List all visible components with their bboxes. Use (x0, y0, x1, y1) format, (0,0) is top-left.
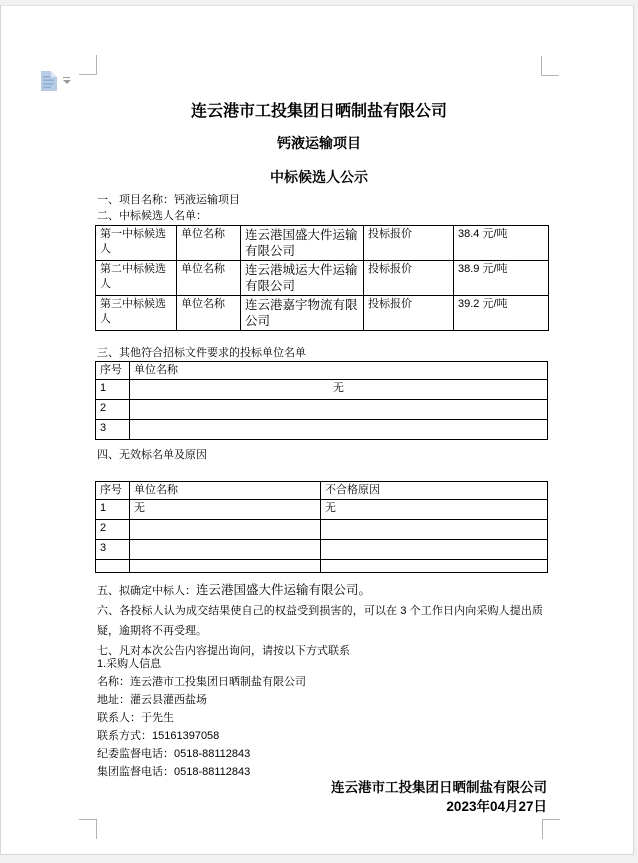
section-awarded-bidder (97, 580, 543, 601)
contact-line-name: 名称：连云港市工投集团日晒制盐有限公司 (97, 676, 306, 688)
candidate-rank: 第三中标候选人 (96, 296, 177, 331)
unit-name: 无 (130, 500, 321, 520)
unit-name (130, 400, 548, 420)
document-icon (40, 70, 58, 92)
row-no (96, 560, 130, 573)
table-header-row (96, 482, 548, 500)
candidate-rank: 第二中标候选人 (96, 261, 177, 296)
row-no: 3 (96, 540, 130, 560)
title-company: 连云港市工投集团日晒制盐有限公司 (190, 103, 447, 120)
section-inquiry-contact: 七、凡对本次公告内容提出询问，请按以下方式联系 (97, 645, 350, 657)
price-label: 投标报价 (364, 226, 454, 261)
contact-line-address: 地址：灌云县灌西盐场 (97, 694, 207, 706)
section-objection-rule: 六、各投标人认为成交结果使自己的权益受到损害的，可以在 3 个工作日内向采购人提出质疑，逾期将不再受理。 (97, 605, 543, 637)
bid-price: 39.2 元/吨 (454, 296, 549, 331)
unit-name (130, 520, 321, 540)
unit-name: 连云港嘉宇物流有限公司 (241, 296, 364, 331)
awarded-bidder-label: 五、拟确定中标人： (97, 585, 196, 597)
reject-reason (321, 520, 548, 540)
row-no: 2 (96, 520, 130, 540)
unit-label: 单位名称 (177, 261, 241, 296)
section-invalid-bids-heading: 四、无效标名单及原因 (97, 449, 207, 461)
purchaser-info (97, 655, 543, 781)
candidate-rank: 第一中标候选人 (96, 226, 177, 261)
footer-signature (97, 778, 547, 816)
section-1-2 (97, 192, 547, 224)
col-header-unit: 单位名称 (130, 362, 548, 380)
unit-name (130, 420, 548, 440)
margin-mark-bottom-left (79, 819, 97, 839)
table-row (96, 226, 549, 261)
section-project-name: 一、项目名称：钙液运输项目 (97, 194, 240, 206)
margin-mark-bottom-right (542, 819, 560, 839)
reject-reason (321, 540, 548, 560)
title-notice: 中标候选人公示 (270, 169, 368, 185)
row-no: 2 (96, 400, 130, 420)
col-header-no: 序号 (96, 482, 130, 500)
unit-label: 单位名称 (177, 296, 241, 331)
unit-name: 连云港城运大件运输有限公司 (241, 261, 364, 296)
section-other-bidders-heading: 三、其他符合招标文件要求的投标单位名单 (97, 347, 306, 359)
table-row (96, 400, 548, 420)
paste-options-icon[interactable] (40, 70, 58, 92)
table-row (96, 500, 548, 520)
caret-triangle (63, 80, 71, 84)
table-row (96, 261, 549, 296)
other-bidders-table (95, 361, 548, 440)
table-header-row (96, 362, 548, 380)
unit-name: 无 (130, 380, 548, 400)
margin-mark-top-left (79, 55, 97, 75)
footer-company: 连云港市工投集团日晒制盐有限公司 (331, 780, 547, 795)
section-5-6-7 (97, 580, 543, 661)
candidates-table (95, 225, 549, 331)
invalid-bids-table (95, 481, 548, 573)
title-project: 钙液运输项目 (277, 135, 361, 151)
section-candidate-list-heading: 二、中标候选人名单： (97, 210, 207, 222)
contact-line-discipline-phone: 纪委监督电话：0518-88112843 (97, 748, 251, 760)
unit-name (130, 560, 321, 573)
contact-line-person: 联系人：于先生 (97, 712, 174, 724)
contact-line-phone: 联系方式：15161397058 (97, 730, 220, 742)
unit-name (130, 540, 321, 560)
col-header-no: 序号 (96, 362, 130, 380)
table-row (96, 540, 548, 560)
price-label: 投标报价 (364, 261, 454, 296)
bid-price: 38.4 元/吨 (454, 226, 549, 261)
table-row (96, 296, 549, 331)
col-header-reason: 不合格原因 (321, 482, 548, 500)
row-no: 1 (96, 380, 130, 400)
reject-reason: 无 (321, 500, 548, 520)
caret-bar (63, 77, 70, 78)
row-no: 1 (96, 500, 130, 520)
row-no: 3 (96, 420, 130, 440)
table-row (96, 420, 548, 440)
col-header-unit: 单位名称 (130, 482, 321, 500)
price-label: 投标报价 (364, 296, 454, 331)
contact-line-group-phone: 集团监督电话：0518-88112843 (97, 766, 251, 778)
dropdown-caret-icon[interactable] (62, 77, 71, 84)
reject-reason (321, 560, 548, 573)
awarded-bidder-name: 连云港国盛大件运输有限公司。 (196, 583, 372, 597)
bid-price: 38.9 元/吨 (454, 261, 549, 296)
footer-date: 2023年04月27日 (446, 799, 547, 814)
unit-name: 连云港国盛大件运输有限公司 (241, 226, 364, 261)
table-row (96, 380, 548, 400)
table-row (96, 520, 548, 540)
table-row (96, 560, 548, 573)
margin-mark-top-right (541, 56, 559, 76)
purchaser-info-heading: 1.采购人信息 (97, 658, 162, 670)
unit-label: 单位名称 (177, 226, 241, 261)
